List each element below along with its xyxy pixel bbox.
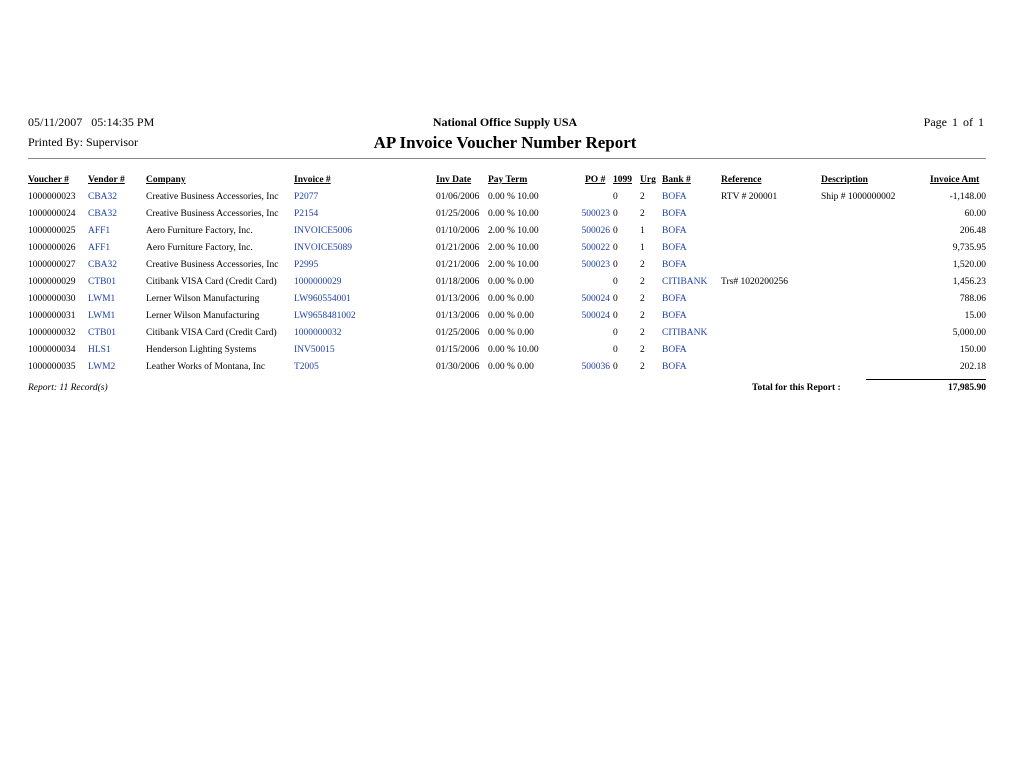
- col-header-inv-date: Inv Date: [436, 175, 472, 185]
- vendor-link[interactable]: CBA32: [88, 209, 118, 219]
- pay-term-cell: 0.00 % 0.00: [488, 311, 534, 321]
- table-row: [0, 326, 1024, 343]
- po-link[interactable]: 500023: [581, 209, 610, 219]
- table-row: [0, 343, 1024, 360]
- invoice-link[interactable]: 1000000029: [294, 277, 342, 287]
- c1099-cell: 0: [613, 311, 618, 321]
- invoice-link[interactable]: 1000000032: [294, 328, 342, 338]
- po-link[interactable]: 500023: [581, 260, 610, 270]
- invoice-link[interactable]: LW960554001: [294, 294, 351, 304]
- table-row: [0, 360, 1024, 377]
- table-row: [0, 275, 1024, 292]
- bank-link[interactable]: BOFA: [662, 294, 687, 304]
- company-cell: Creative Business Accessories, Inc: [146, 192, 279, 202]
- invoice-link[interactable]: P2995: [294, 260, 319, 270]
- bank-link[interactable]: BOFA: [662, 192, 687, 202]
- vendor-link[interactable]: CBA32: [88, 260, 118, 270]
- total-label: Total for this Report :: [752, 383, 841, 393]
- description-cell: Ship # 1000000002: [821, 192, 896, 202]
- voucher-cell: 1000000024: [28, 209, 76, 219]
- pay-term-cell: 0.00 % 0.00: [488, 277, 534, 287]
- invoice-link[interactable]: INV50015: [294, 345, 335, 355]
- pay-term-cell: 0.00 % 10.00: [488, 209, 539, 219]
- pay-term-cell: 2.00 % 10.00: [488, 226, 539, 236]
- pay-term-cell: 2.00 % 10.00: [488, 260, 539, 270]
- invoice-amt-cell: 1,456.23: [952, 277, 986, 287]
- voucher-cell: 1000000025: [28, 226, 76, 236]
- c1099-cell: 0: [613, 345, 618, 355]
- reference-cell: Trs# 1020200256: [721, 277, 788, 287]
- col-header-po: PO #: [585, 175, 606, 185]
- urg-cell: 2: [640, 345, 645, 355]
- company-cell: Lerner Wilson Manufacturing: [146, 294, 260, 304]
- inv-date-cell: 01/25/2006: [436, 328, 480, 338]
- urg-cell: 2: [640, 362, 645, 372]
- pay-term-cell: 0.00 % 0.00: [488, 328, 534, 338]
- pay-term-cell: 0.00 % 10.00: [488, 345, 539, 355]
- c1099-cell: 0: [613, 243, 618, 253]
- table-row: [0, 292, 1024, 309]
- inv-date-cell: 01/30/2006: [436, 362, 480, 372]
- company-cell: Aero Furniture Factory, Inc.: [146, 243, 253, 253]
- urg-cell: 2: [640, 277, 645, 287]
- urg-cell: 2: [640, 260, 645, 270]
- total-rule: [866, 379, 986, 380]
- col-header-bank: Bank #: [662, 175, 691, 185]
- page-total: 1: [978, 115, 984, 129]
- invoice-link[interactable]: P2077: [294, 192, 319, 202]
- invoice-amt-cell: 5,000.00: [952, 328, 986, 338]
- invoice-amt-cell: 206.48: [959, 226, 986, 236]
- pay-term-cell: 0.00 % 0.00: [488, 362, 534, 372]
- report-title: AP Invoice Voucher Number Report: [373, 133, 637, 152]
- col-header-1099: 1099: [613, 175, 632, 185]
- table-row: [0, 224, 1024, 241]
- table-row: [0, 241, 1024, 258]
- header-divider: [28, 158, 986, 159]
- urg-cell: 1: [640, 243, 645, 253]
- invoice-amt-cell: 202.18: [959, 362, 986, 372]
- col-header-pay-term: Pay Term: [488, 175, 528, 185]
- inv-date-cell: 01/21/2006: [436, 260, 480, 270]
- po-link[interactable]: 500026: [581, 226, 610, 236]
- total-value: 17,985.90: [948, 383, 986, 393]
- bank-link[interactable]: BOFA: [662, 362, 687, 372]
- vendor-link[interactable]: HLS1: [88, 345, 111, 355]
- company-cell: Creative Business Accessories, Inc: [146, 209, 279, 219]
- c1099-cell: 0: [613, 260, 618, 270]
- page-indicator: [923, 115, 985, 130]
- invoice-amt-cell: -1,148.00: [949, 192, 986, 202]
- bank-link[interactable]: CITIBANK: [662, 328, 708, 338]
- urg-cell: 2: [640, 294, 645, 304]
- c1099-cell: 0: [613, 209, 618, 219]
- voucher-cell: 1000000034: [28, 345, 76, 355]
- urg-cell: 2: [640, 192, 645, 202]
- urg-cell: 2: [640, 311, 645, 321]
- invoice-link[interactable]: INVOICE5006: [294, 226, 353, 236]
- invoice-link[interactable]: T2005: [294, 362, 319, 372]
- invoice-link[interactable]: INVOICE5089: [294, 243, 353, 253]
- voucher-cell: 1000000031: [28, 311, 76, 321]
- bank-link[interactable]: BOFA: [662, 226, 687, 236]
- report-rows: [0, 190, 1024, 377]
- col-header-company: Company: [146, 175, 186, 185]
- invoice-amt-cell: 60.00: [964, 209, 986, 219]
- inv-date-cell: 01/06/2006: [436, 192, 480, 202]
- vendor-link[interactable]: LWM2: [88, 362, 116, 372]
- bank-link[interactable]: BOFA: [662, 345, 687, 355]
- invoice-amt-cell: 15.00: [964, 311, 986, 321]
- page-of: of: [963, 115, 973, 129]
- c1099-cell: 0: [613, 277, 618, 287]
- voucher-cell: 1000000032: [28, 328, 76, 338]
- bank-link[interactable]: BOFA: [662, 243, 687, 253]
- page-number: 1: [952, 115, 958, 129]
- po-link[interactable]: 500024: [581, 311, 610, 321]
- po-link[interactable]: 500036: [581, 362, 610, 372]
- company-cell: Aero Furniture Factory, Inc.: [146, 226, 253, 236]
- company-cell: Creative Business Accessories, Inc: [146, 260, 279, 270]
- company-cell: Citibank VISA Card (Credit Card): [146, 277, 277, 287]
- bank-link[interactable]: BOFA: [662, 209, 687, 219]
- col-header-invoice-amt: Invoice Amt: [930, 175, 980, 185]
- invoice-amt-cell: 9,735.95: [952, 243, 986, 253]
- company-cell: Henderson Lighting Systems: [146, 345, 257, 355]
- pay-term-cell: 0.00 % 0.00: [488, 294, 534, 304]
- voucher-cell: 1000000023: [28, 192, 76, 202]
- inv-date-cell: 01/10/2006: [436, 226, 480, 236]
- invoice-amt-cell: 150.00: [959, 345, 986, 355]
- invoice-amt-cell: 1,520.00: [952, 260, 986, 270]
- vendor-link[interactable]: CTB01: [88, 277, 116, 287]
- vendor-link[interactable]: LWM1: [88, 311, 116, 321]
- inv-date-cell: 01/18/2006: [436, 277, 480, 287]
- inv-date-cell: 01/15/2006: [436, 345, 480, 355]
- vendor-link[interactable]: CBA32: [88, 192, 118, 202]
- voucher-cell: 1000000027: [28, 260, 76, 270]
- vendor-link[interactable]: AFF1: [88, 226, 111, 236]
- vendor-link[interactable]: CTB01: [88, 328, 116, 338]
- invoice-amt-cell: 788.06: [959, 294, 986, 304]
- c1099-cell: 0: [613, 362, 618, 372]
- record-count: Report: 11 Record(s): [28, 383, 108, 393]
- urg-cell: 2: [640, 209, 645, 219]
- col-header-urg: Urg: [640, 175, 656, 185]
- company-cell: Lerner Wilson Manufacturing: [146, 311, 260, 321]
- c1099-cell: 0: [613, 294, 618, 304]
- company-cell: Leather Works of Montana, Inc: [146, 362, 266, 372]
- bank-link[interactable]: BOFA: [662, 311, 687, 321]
- page-label: Page: [923, 115, 947, 129]
- col-header-voucher: Voucher #: [28, 175, 69, 185]
- bank-link[interactable]: CITIBANK: [662, 277, 708, 287]
- invoice-link[interactable]: LW9658481002: [294, 311, 356, 321]
- voucher-cell: 1000000026: [28, 243, 76, 253]
- printed-by: Printed By: Supervisor: [28, 135, 138, 149]
- po-link[interactable]: 500022: [581, 243, 610, 253]
- print-time: 05:14:35 PM: [91, 115, 155, 129]
- po-link[interactable]: 500024: [581, 294, 610, 304]
- col-header-vendor: Vendor #: [88, 175, 125, 185]
- c1099-cell: 0: [613, 192, 618, 202]
- voucher-cell: 1000000029: [28, 277, 76, 287]
- table-row: [0, 207, 1024, 224]
- col-header-invoice: Invoice #: [294, 175, 331, 185]
- table-row: [0, 258, 1024, 275]
- print-date: 05/11/2007: [28, 115, 83, 129]
- vendor-link[interactable]: LWM1: [88, 294, 116, 304]
- table-row: [0, 190, 1024, 207]
- urg-cell: 1: [640, 226, 645, 236]
- inv-date-cell: 01/21/2006: [436, 243, 480, 253]
- bank-link[interactable]: BOFA: [662, 260, 687, 270]
- table-row: [0, 309, 1024, 326]
- c1099-cell: 0: [613, 328, 618, 338]
- voucher-cell: 1000000030: [28, 294, 76, 304]
- inv-date-cell: 01/13/2006: [436, 311, 480, 321]
- pay-term-cell: 2.00 % 10.00: [488, 243, 539, 253]
- voucher-cell: 1000000035: [28, 362, 76, 372]
- company-name: National Office Supply USA: [432, 115, 578, 129]
- invoice-link[interactable]: P2154: [294, 209, 319, 219]
- col-header-description: Description: [821, 175, 868, 185]
- inv-date-cell: 01/13/2006: [436, 294, 480, 304]
- inv-date-cell: 01/25/2006: [436, 209, 480, 219]
- c1099-cell: 0: [613, 226, 618, 236]
- col-header-reference: Reference: [721, 175, 762, 185]
- urg-cell: 2: [640, 328, 645, 338]
- reference-cell: RTV # 200001: [721, 192, 778, 202]
- vendor-link[interactable]: AFF1: [88, 243, 111, 253]
- company-cell: Citibank VISA Card (Credit Card): [146, 328, 277, 338]
- pay-term-cell: 0.00 % 10.00: [488, 192, 539, 202]
